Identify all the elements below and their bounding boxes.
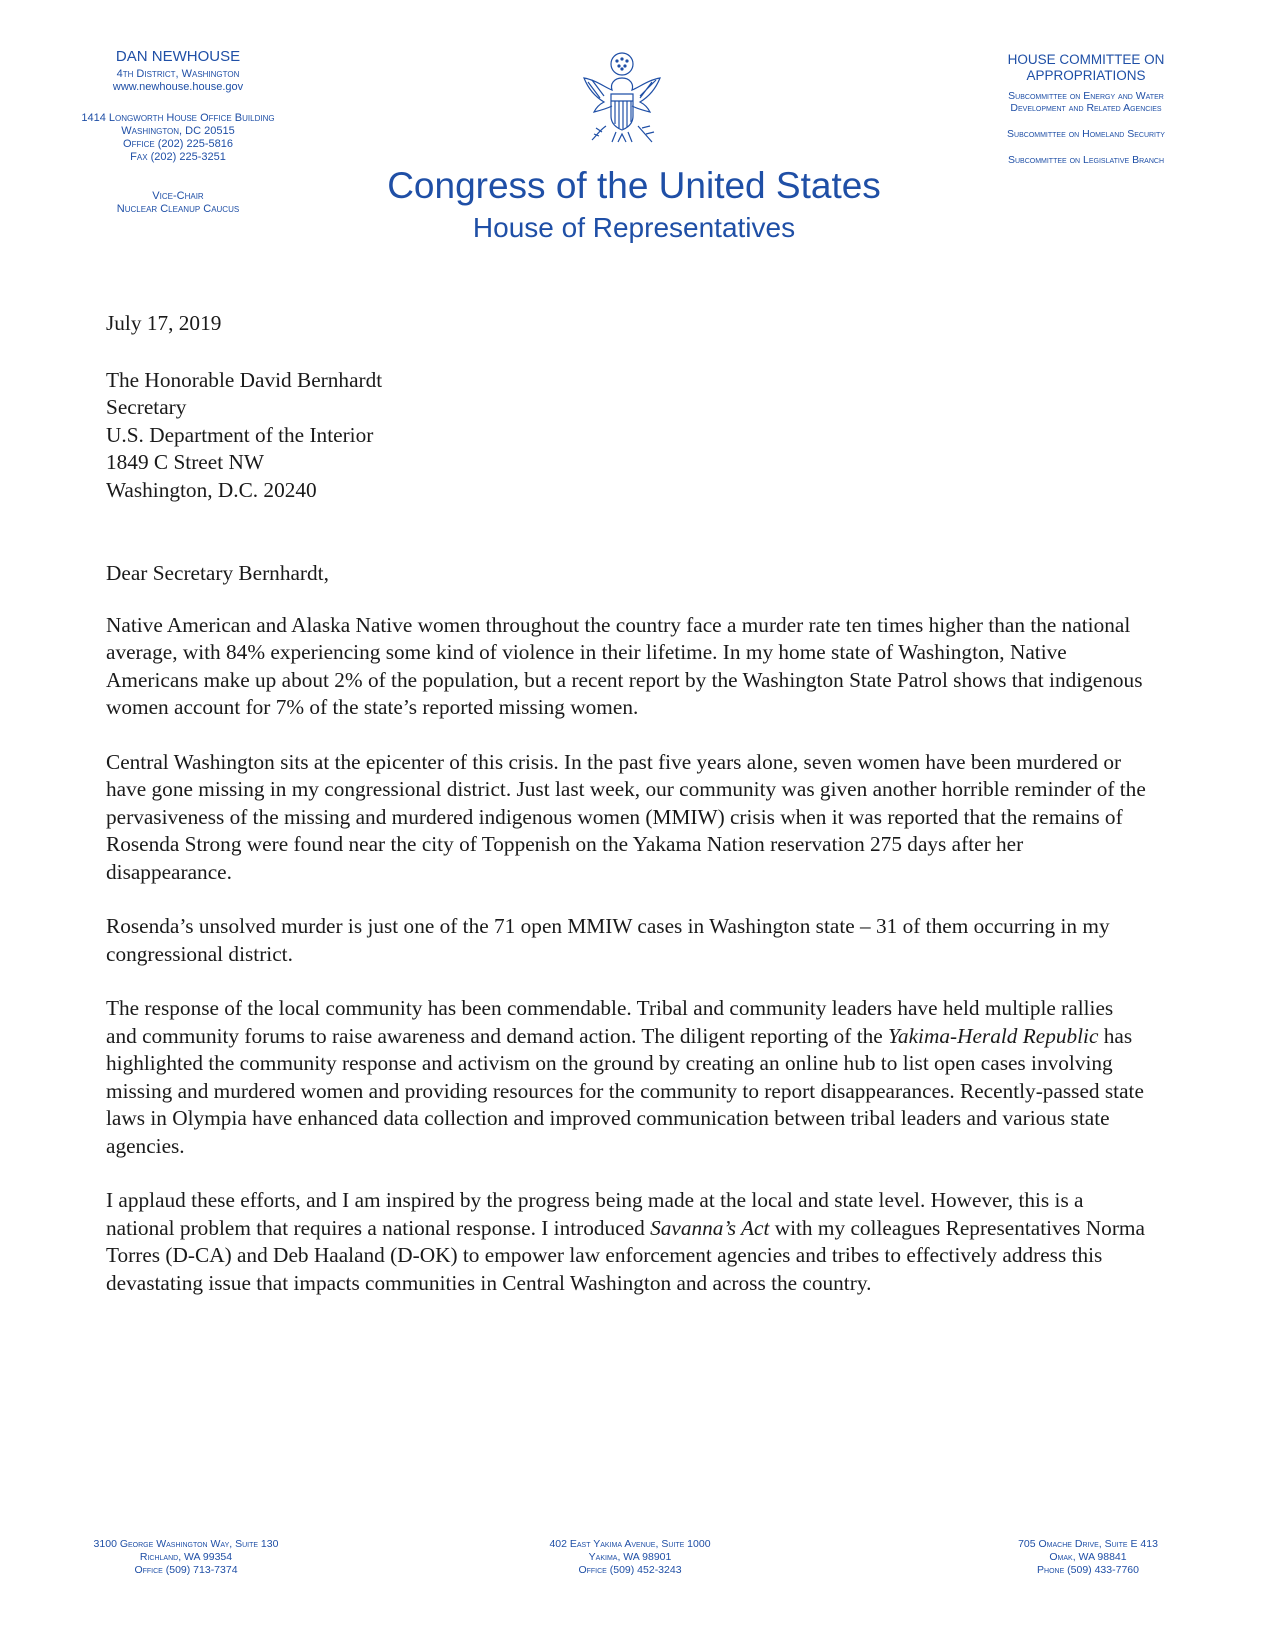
title-congress: Congress of the United States — [387, 165, 881, 206]
paragraph-1: Native American and Alaska Native women throughout the country face a murder rate ten times higher than the national average, with 84% experiencing some kind of violence in their lifetime. In my home state of Washington, Native Americans make up about 2% of the population, but a recent report by the Washington State Patrol shows that indigenous women account for 7% of the state’s reported missing women. — [106, 612, 1143, 719]
office-city: Richland, WA 99354 — [139, 1551, 233, 1563]
paragraph-4 — [106, 995, 1146, 1160]
letterhead-member-info — [44, 48, 312, 216]
caucus-role: Vice-Chair — [152, 190, 204, 202]
office-phone: Office (509) 452-3243 — [578, 1564, 682, 1576]
recipient-org: U.S. Department of the Interior — [106, 422, 374, 447]
subcommittee-energy-line1: Subcommittee on Energy and Water — [1008, 90, 1164, 102]
member-district: 4th District, Washington — [116, 68, 240, 80]
office-city: Omak, WA 98841 — [1049, 1551, 1127, 1563]
bill-name: Savanna’s Act — [650, 1215, 770, 1240]
footer-office-omak — [948, 1538, 1228, 1577]
office-address: 402 East Yakima Avenue, Suite 1000 — [549, 1538, 711, 1550]
great-seal-eagle-icon — [566, 48, 678, 156]
subcommittee-legislative: Subcommittee on Legislative Branch — [1007, 154, 1165, 166]
office-phone: Office (509) 713-7374 — [134, 1564, 238, 1576]
dc-office-phone: Office (202) 225-5816 — [123, 138, 233, 150]
member-website: www.newhouse.house.gov — [112, 81, 244, 93]
member-name: DAN NEWHOUSE — [115, 48, 241, 65]
office-phone: Phone (509) 433-7760 — [1037, 1564, 1139, 1576]
recipient-title: Secretary — [106, 395, 187, 419]
paragraph-5-part-a: I applaud these efforts, and I am inspired by the progress being made at the local and state level. However, this is a national problem that requires a national response. I introduced — [106, 1188, 1084, 1240]
recipient-address — [106, 367, 1146, 505]
letterhead-committee-info — [950, 52, 1222, 166]
recipient-name: The Honorable David Bernhardt — [106, 367, 383, 392]
committee-heading-line2: APPROPRIATIONS — [1026, 68, 1146, 83]
recipient-street: 1849 C Street NW — [106, 450, 264, 474]
footer-office-yakima — [490, 1538, 770, 1577]
subcommittee-energy-line2: Development and Related Agencies — [1010, 102, 1162, 114]
committee-heading-line1: HOUSE COMMITTEE ON — [1007, 52, 1165, 67]
newspaper-name: Yakima-Herald Republic — [888, 1023, 1099, 1048]
subcommittee-homeland: Subcommittee on Homeland Security — [1007, 128, 1165, 140]
paragraph-5-part-b: with my colleagues Representatives Norma Torres (D-CA) and Deb Haaland (D-OK) to empower law enforcement agencies and tribes to effectively address this devastating issue that impacts communities in Central Washington and across the country. — [106, 1215, 1145, 1295]
letterhead-title — [300, 164, 968, 246]
dc-office-building: 1414 Longworth House Office Building — [81, 112, 275, 124]
footer-office-richland — [46, 1538, 326, 1577]
office-address: 3100 George Washington Way, Suite 130 — [93, 1538, 279, 1550]
office-address: 705 Omache Drive, Suite E 413 — [1018, 1538, 1158, 1550]
recipient-city: Washington, D.C. 20240 — [106, 477, 317, 502]
paragraph-5 — [106, 1187, 1146, 1297]
office-city: Yakima, WA 98901 — [588, 1551, 672, 1563]
caucus-name: Nuclear Cleanup Caucus — [116, 203, 240, 215]
salutation: Dear Secretary Bernhardt, — [106, 561, 329, 585]
letter-date: July 17, 2019 — [106, 311, 222, 335]
letter-body — [106, 310, 1146, 1324]
title-house: House of Representatives — [472, 212, 796, 243]
paragraph-4-part-b: has highlighted the community response and activism on the ground by creating an online hub to list open cases involving missing and murdered women and providing resources for the community to report disappearances. Recently-passed state laws in Olympia have enhanced data collection and improved communication between tribal leaders and various state agencies. — [106, 1023, 1144, 1158]
paragraph-3: Rosenda’s unsolved murder is just one of the 71 open MMIW cases in Washington state – 31 of them occurring in my congressional district. — [106, 914, 1110, 966]
paragraph-2: Central Washington sits at the epicenter of this crisis. In the past five years alone, seven women have been murdered or have gone missing in my congressional district. Just last week, our community was given another horrible reminder of the pervasiveness of the missing and murdered indigenous women (MMIW) crisis when it was reported that the remains of Rosenda Strong were found near the city of Toppenish on the Yakama Nation reservation 275 days after her disappearance. — [106, 749, 1146, 884]
dc-office-fax: Fax (202) 225-3251 — [130, 151, 226, 163]
dc-office-city: Washington, DC 20515 — [121, 125, 235, 137]
paragraph-4-part-a: The response of the local community has been commendable. Tribal and community leaders have held multiple rallies and community forums to raise awareness and demand action. The diligent reporting of the — [106, 996, 1114, 1048]
